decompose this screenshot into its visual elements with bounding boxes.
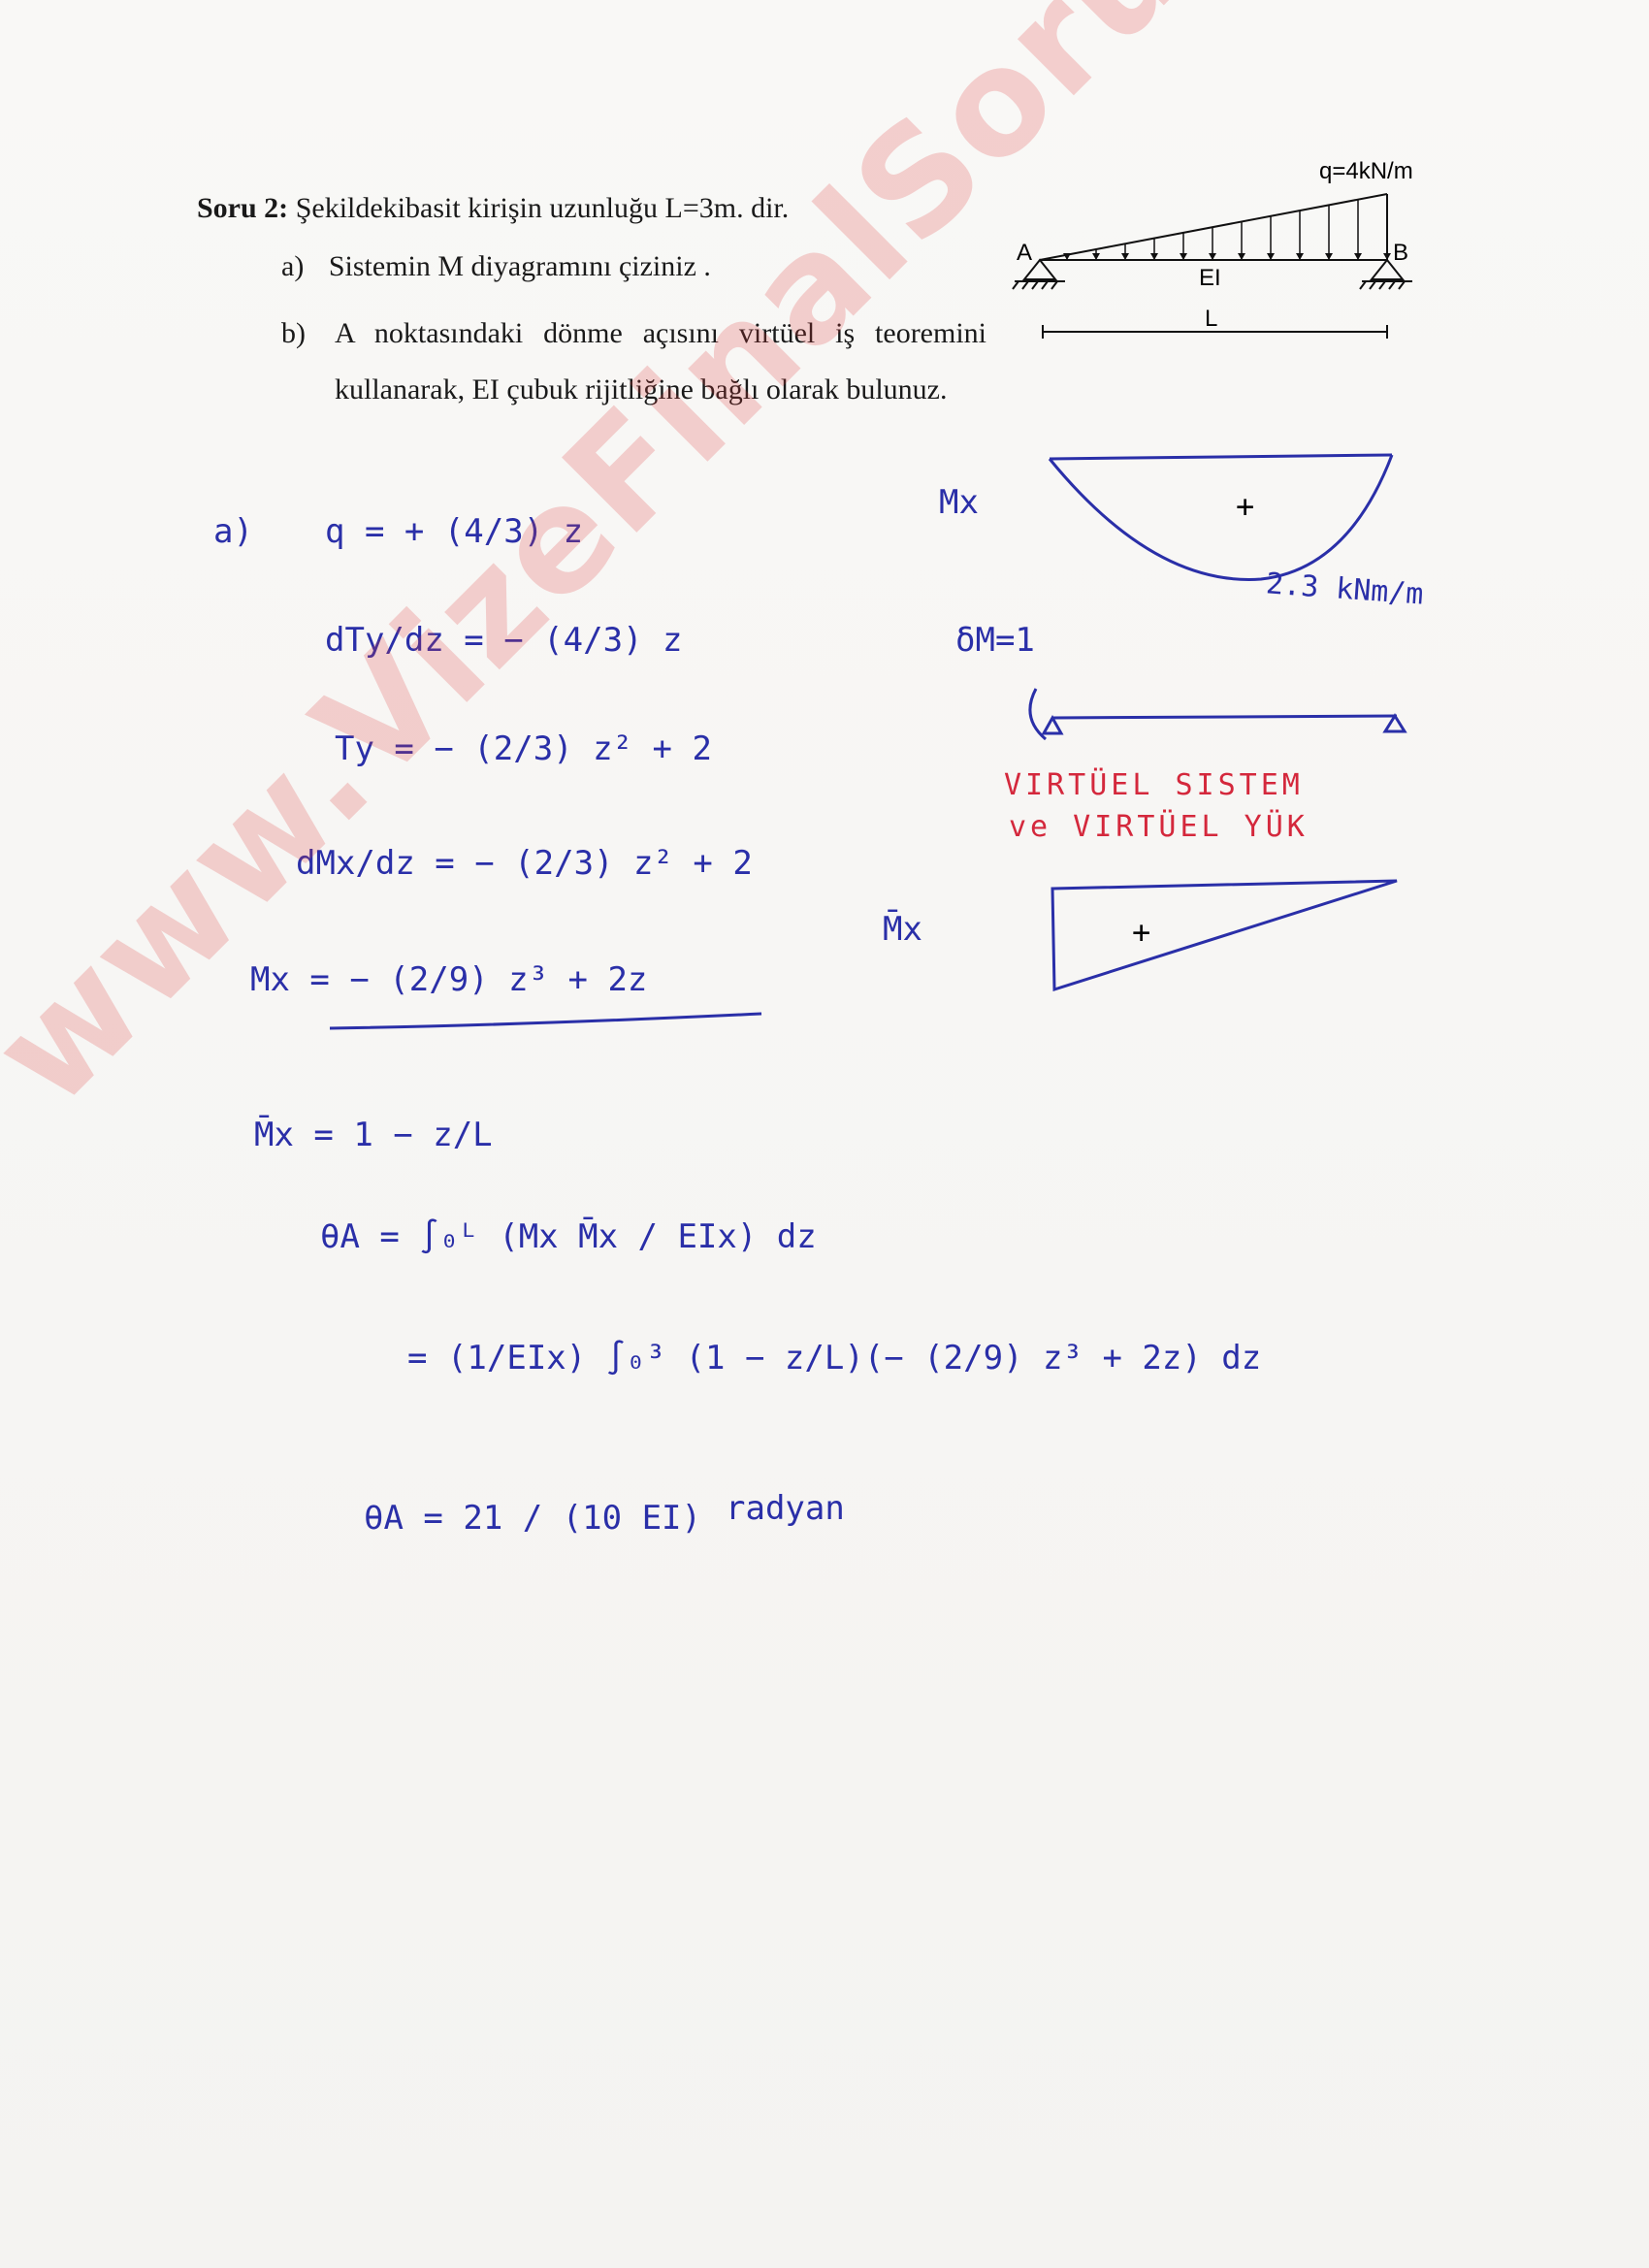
- moment-underline: [325, 1004, 771, 1033]
- equation-rotation-result: θA = 21 / (10 EI): [364, 1499, 701, 1538]
- equation-moment: Mx = − (2/9) z³ + 2z: [250, 960, 648, 999]
- solution-part-label: a): [213, 512, 253, 551]
- length-label: L: [1205, 306, 1218, 332]
- equation-rotation-integral: θA = ∫₀ᴸ (Mx M̄x / EIx) dz: [320, 1217, 817, 1256]
- moment-diagram-label: Mx: [939, 483, 979, 522]
- equation-shear: Ty = − (2/3) z² + 2: [335, 729, 712, 768]
- equation-virtual-moment: M̄x = 1 − z/L: [254, 1116, 493, 1154]
- result-unit: radyan: [726, 1489, 845, 1528]
- question-part-a: [281, 250, 711, 283]
- part-a-label: a): [281, 250, 305, 282]
- virtual-caption-line1: VIRTÜEL SISTEM: [1004, 768, 1304, 802]
- stiffness-label: EI: [1199, 265, 1221, 291]
- load-arrows: [1067, 200, 1358, 260]
- equation-moment-derivative: dMx/dz = − (2/3) z² + 2: [296, 844, 753, 883]
- question-number: Soru 2:: [197, 192, 289, 224]
- equation-load: q = + (4/3) z: [325, 512, 584, 551]
- moment-diagram-sign: +: [1236, 488, 1255, 525]
- question-part-b: [281, 306, 986, 418]
- moment-max-label: 2.3 kNm/m: [1264, 567, 1425, 612]
- equation-shear-derivative: dTy/dz = − (4/3) z: [325, 621, 683, 660]
- virtual-beam: [1052, 716, 1397, 718]
- load-label: q=4kN/m: [1319, 158, 1413, 184]
- virtual-moment-diagram: [1043, 873, 1411, 999]
- virtual-moment-label: δM=1: [955, 621, 1035, 660]
- support-b-label: B: [1393, 240, 1409, 266]
- load-envelope: [1040, 194, 1387, 260]
- equation-rotation-expanded: = (1/EIx) ∫₀³ (1 − z/L)(− (2/9) z³ + 2z) dz: [407, 1339, 1262, 1377]
- part-b-label: b): [281, 317, 306, 349]
- part-b-text: A noktasındaki dönme açısını virtüel iş teoremini kullanarak, EI çubuk rijitliğine bağlı olarak bulunuz.: [335, 317, 986, 405]
- question-statement: Şekildekibasit kirişin uzunluğu L=3m. dir.: [288, 192, 790, 224]
- beam-diagram: [999, 155, 1455, 349]
- question-title: [197, 192, 789, 225]
- virtual-caption-line2: ve VIRTÜEL YÜK: [1009, 810, 1309, 844]
- virtual-moment-diagram-label: M̄x: [883, 910, 922, 949]
- part-a-text: Sistemin M diyagramını çiziniz .: [328, 250, 711, 282]
- virtual-system: [999, 669, 1416, 766]
- virtual-moment-sign: +: [1132, 914, 1151, 951]
- support-a-label: A: [1017, 240, 1033, 266]
- load-arrowheads: [1063, 253, 1391, 260]
